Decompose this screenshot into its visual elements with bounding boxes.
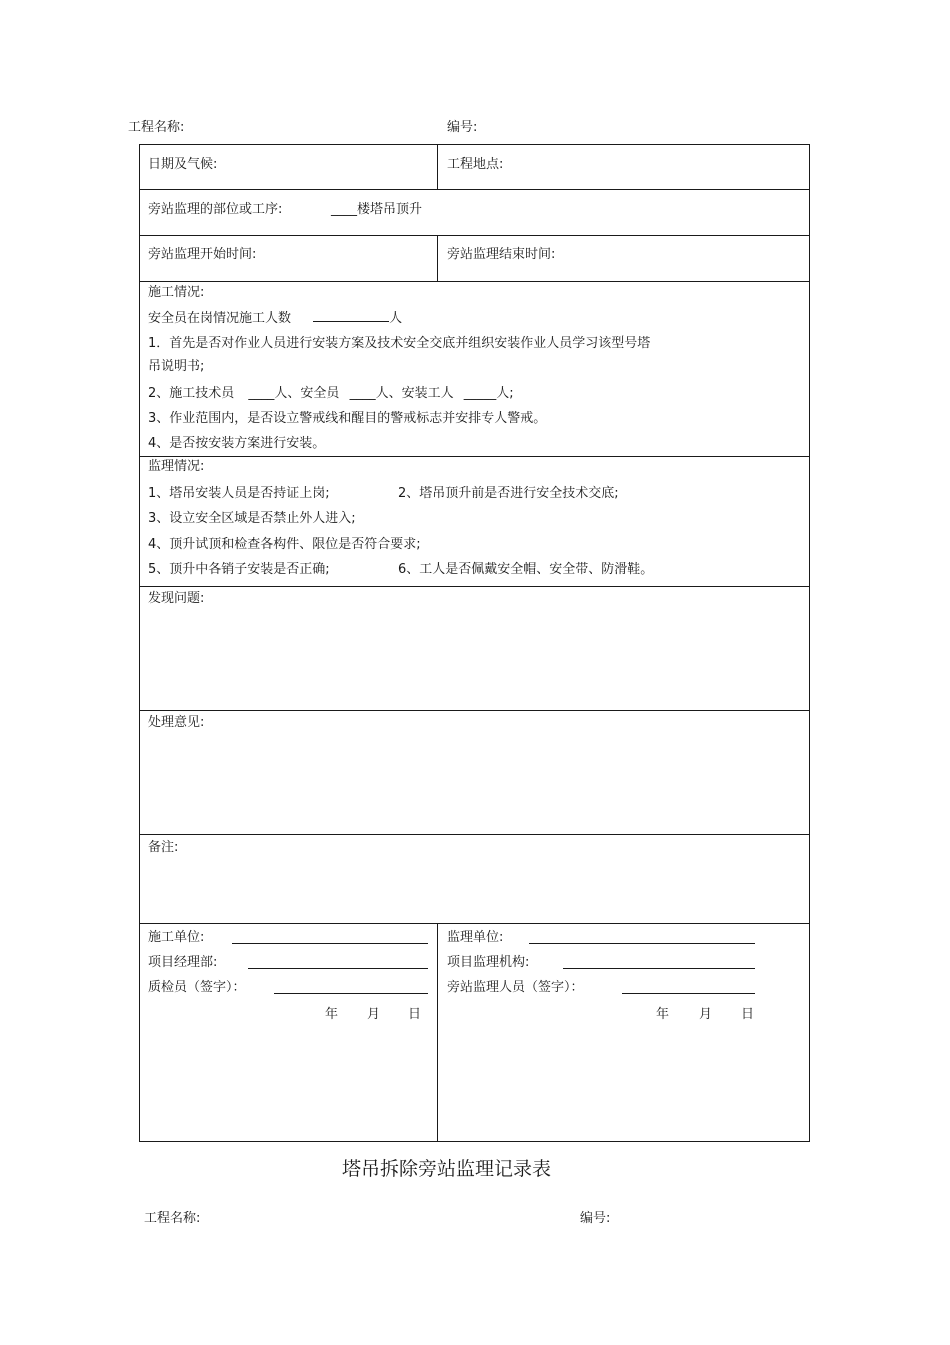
- supervision-part-value: 楼塔吊顶升: [357, 202, 423, 217]
- supervision-unit-line: [529, 943, 755, 944]
- construction-staff-prefix: 安全员在岗情况施工人数: [148, 311, 292, 326]
- left-date-day: 日: [408, 1007, 422, 1022]
- row-divider: [139, 923, 810, 924]
- supervision-part-label: 旁站监理的部位或工序:: [148, 202, 283, 217]
- right-date-month: 月: [699, 1007, 713, 1022]
- right-date-day: 日: [741, 1007, 755, 1022]
- technician-count-blank: ____: [248, 386, 275, 401]
- construction-unit-label: 施工单位:: [148, 930, 205, 945]
- construction-item-4: 4、是否按安装方案进行安装。: [148, 436, 326, 451]
- supervision-item-3: 3、设立安全区域是否禁止外人进入;: [148, 511, 356, 526]
- construction-item-2b: 人、安全员: [274, 386, 340, 401]
- supervisor-line: [622, 993, 755, 994]
- problems-label: 发现问题:: [148, 591, 205, 606]
- construction-item-1b: 吊说明书;: [148, 359, 205, 374]
- next-number-label: 编号:: [580, 1211, 611, 1226]
- column-divider: [437, 144, 438, 190]
- row-divider: [139, 189, 810, 190]
- supervisor-label: 旁站监理人员（签字）：: [447, 980, 584, 995]
- construction-item-2: [148, 386, 514, 402]
- construction-item-1a: 1．首先是否对作业人员进行安装方案及技术安全交底并组织安装作业人员学习该型号塔: [148, 336, 651, 351]
- end-time-label: 旁站监理结束时间:: [447, 247, 556, 262]
- construction-staff-line: [148, 308, 402, 327]
- supervision-unit-label: 监理单位:: [447, 930, 504, 945]
- left-date-month: 月: [367, 1007, 381, 1022]
- project-manager-dept-line: [248, 968, 428, 969]
- left-date-year: 年: [325, 1007, 339, 1022]
- remarks-label: 备注:: [148, 840, 179, 855]
- quality-inspector-line: [274, 993, 428, 994]
- row-divider: [139, 235, 810, 236]
- supervision-org-line: [563, 968, 755, 969]
- construction-heading: 施工情况:: [148, 285, 205, 300]
- next-project-name-label: 工程名称:: [144, 1211, 201, 1226]
- supervision-part-field: [331, 202, 422, 218]
- number-label: 编号:: [447, 120, 478, 135]
- construction-unit-line: [232, 943, 428, 944]
- project-name-label: 工程名称:: [128, 120, 185, 135]
- start-time-label: 旁站监理开始时间:: [148, 247, 257, 262]
- column-divider: [437, 235, 438, 282]
- next-form-title: 塔吊拆除旁站监理记录表: [342, 1158, 552, 1180]
- row-divider: [139, 281, 810, 282]
- supervision-org-label: 项目监理机构:: [447, 955, 530, 970]
- construction-staff-suffix: 人: [389, 311, 403, 326]
- row-divider: [139, 586, 810, 587]
- opinion-label: 处理意见:: [148, 715, 205, 730]
- row-divider: [139, 834, 810, 835]
- construction-item-2c: 人、安装工人: [375, 386, 454, 401]
- worker-count-blank: [313, 308, 389, 322]
- construction-item-2a: 2、施工技术员: [148, 386, 235, 401]
- supervision-item-6: 6、工人是否佩戴安全帽、安全带、防滑鞋。: [398, 562, 654, 577]
- right-date-year: 年: [656, 1007, 670, 1022]
- supervision-item-4: 4、顶升试顶和检查各构件、限位是否符合要求;: [148, 537, 421, 552]
- quality-inspector-label: 质检员（签字）：: [148, 980, 246, 995]
- supervision-item-1: 1、塔吊安装人员是否持证上岗;: [148, 486, 330, 501]
- supervision-item-2: 2、塔吊顶升前是否进行安全技术交底;: [398, 486, 619, 501]
- construction-item-3: 3、作业范围内，是否设立警戒线和醒目的警戒标志并安排专人警戒。: [148, 411, 547, 426]
- date-weather-label: 日期及气候:: [148, 157, 218, 172]
- row-divider: [139, 710, 810, 711]
- safety-officer-count-blank: ____: [349, 386, 376, 401]
- project-location-label: 工程地点:: [447, 157, 504, 172]
- project-manager-dept-label: 项目经理部:: [148, 955, 218, 970]
- supervision-heading: 监理情况:: [148, 459, 205, 474]
- row-divider: [139, 456, 810, 457]
- column-divider: [437, 923, 438, 1142]
- supervision-part-blank: ____: [331, 202, 357, 217]
- supervision-item-5: 5、顶升中各销子安装是否正确;: [148, 562, 330, 577]
- construction-item-2d: 人;: [496, 386, 514, 401]
- installer-count-blank: _____: [463, 386, 497, 401]
